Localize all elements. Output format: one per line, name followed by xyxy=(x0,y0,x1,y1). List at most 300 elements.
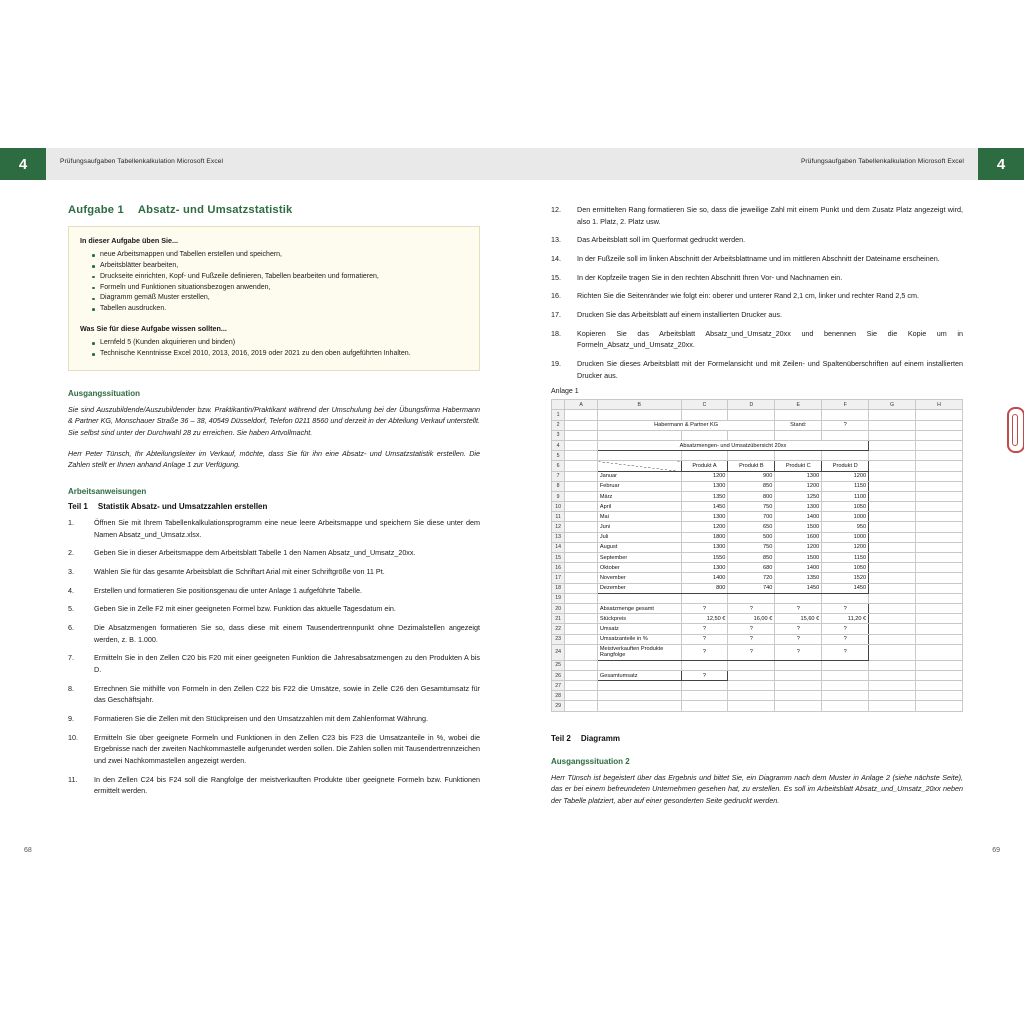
instruction-list-left xyxy=(68,517,480,797)
cell xyxy=(565,701,598,711)
cell xyxy=(775,660,822,670)
cell xyxy=(565,603,598,613)
row-header: 3 xyxy=(552,430,565,440)
info-box-title-2: Was Sie für diese Aufgabe wissen sollten... xyxy=(80,324,227,334)
table-row xyxy=(552,593,963,603)
cell xyxy=(916,542,963,552)
cell xyxy=(916,440,963,450)
cell-stand-value: ? xyxy=(822,420,869,430)
cell-value: 500 xyxy=(728,532,775,542)
book-spread xyxy=(0,148,1024,876)
step-text: Errechnen Sie mithilfe von Formeln in den Zellen C22 bis F22 die Umsätze, sowie in Zelle C26 den Gesamtumsatz für das Geschäftsjahr. xyxy=(94,683,480,705)
instruction-list-right xyxy=(551,204,963,381)
cell-value: 750 xyxy=(728,502,775,512)
cell-value: 1520 xyxy=(822,573,869,583)
column-header: B xyxy=(597,400,681,410)
cell xyxy=(681,410,728,420)
cell xyxy=(916,461,963,471)
cell xyxy=(916,430,963,440)
cell-summary-label: Umsatzanteile in % xyxy=(597,634,681,644)
situation-2-heading: Ausgangssituation 2 xyxy=(551,756,630,766)
cell-value: 680 xyxy=(728,563,775,573)
cell xyxy=(565,583,598,593)
step-text: Ermitteln Sie über geeignete Formeln und Funktionen in den Zellen C23 bis F23 die Umsatzanteile in %, wobei die Ergebnisse nach der zweiten Nachkommastelle aufgerundet werden sollen. Die Zahlen sollen mit Tausendertrennzeichen und zwei Nachkommastellen angezeigt werden. xyxy=(94,732,480,765)
cell xyxy=(916,624,963,634)
part-1-heading xyxy=(68,502,480,511)
cell xyxy=(916,603,963,613)
list-item xyxy=(68,622,480,645)
cell xyxy=(728,691,775,701)
list-item xyxy=(68,774,480,797)
cell xyxy=(565,681,598,691)
step-text: Den ermittelten Rang formatieren Sie so, dass die jeweilige Zahl mit einem Punkt und dem Zusatz Platz angezeigt wird, also 1. Platz, 2. Platz usw. xyxy=(577,205,963,226)
spreadsheet-figure xyxy=(551,399,963,711)
list-item xyxy=(68,517,480,540)
cell xyxy=(916,471,963,481)
cell-value: 650 xyxy=(728,522,775,532)
table-row xyxy=(552,614,963,624)
cell-value: ? xyxy=(822,634,869,644)
situation-paragraph-2: Herr Peter Tünsch, Ihr Abteilungsleiter im Verkauf, möchte, dass Sie für ihn eine Absatz- und Umsatzstatistik erstellen. Die Zahlen stellt er Ihnen anhand Anlage 1 zur Verfügung. xyxy=(68,448,480,470)
cell xyxy=(869,440,916,450)
cell-value: 1600 xyxy=(775,532,822,542)
page-number-left: 68 xyxy=(24,847,32,854)
cell-month: November xyxy=(597,573,681,583)
cell xyxy=(681,451,728,461)
left-page-column xyxy=(68,204,480,804)
cell xyxy=(916,681,963,691)
cell-value: ? xyxy=(681,644,728,660)
cell xyxy=(916,532,963,542)
column-header: C xyxy=(681,400,728,410)
right-page-column xyxy=(551,204,963,816)
cell-product-header: Produkt C xyxy=(775,461,822,471)
table-row xyxy=(552,603,963,613)
cell xyxy=(597,681,681,691)
cell xyxy=(916,563,963,573)
cell xyxy=(565,573,598,583)
column-header: E xyxy=(775,400,822,410)
row-header: 21 xyxy=(552,614,565,624)
list-item: Formeln und Funktionen situationsbezogen anwenden, xyxy=(92,283,468,294)
list-item xyxy=(68,585,480,597)
cell-value: 12,50 € xyxy=(681,614,728,624)
row-header: 18 xyxy=(552,583,565,593)
info-box-list-1 xyxy=(80,250,468,315)
step-number: 8. xyxy=(68,683,74,693)
table-row xyxy=(552,573,963,583)
row-header: 13 xyxy=(552,532,565,542)
running-title-right: Prüfungsaufgaben Tabellenkalkulation Microsoft Excel xyxy=(800,158,964,165)
cell xyxy=(775,410,822,420)
cell xyxy=(916,583,963,593)
cell-value: 1250 xyxy=(775,491,822,501)
cell-value: 1200 xyxy=(681,522,728,532)
table-row xyxy=(552,481,963,491)
cell xyxy=(565,532,598,542)
cell-value: 750 xyxy=(728,542,775,552)
cell-value: 720 xyxy=(728,573,775,583)
step-number: 1. xyxy=(68,518,74,528)
cell xyxy=(869,420,916,430)
row-header: 22 xyxy=(552,624,565,634)
cell-value: ? xyxy=(822,624,869,634)
row-header: 24 xyxy=(552,644,565,660)
step-number: 5. xyxy=(68,604,74,614)
cell xyxy=(565,420,598,430)
cell xyxy=(597,701,681,711)
step-text: Wählen Sie für das gesamte Arbeitsblatt die Schriftart Arial mit einer Schriftgröße von 11 Pt. xyxy=(94,567,385,576)
cell xyxy=(822,701,869,711)
table-row xyxy=(552,430,963,440)
list-item xyxy=(68,732,480,767)
cell xyxy=(597,593,681,603)
list-item xyxy=(68,547,480,559)
cell-summary-label: Umsatz xyxy=(597,624,681,634)
cell-value: 1350 xyxy=(775,573,822,583)
step-number: 13. xyxy=(551,235,561,245)
cell xyxy=(565,670,598,680)
cell xyxy=(916,593,963,603)
step-number: 19. xyxy=(551,358,561,368)
cell xyxy=(822,681,869,691)
cell-month: Juli xyxy=(597,532,681,542)
cell xyxy=(822,410,869,420)
table-row xyxy=(552,634,963,644)
cell xyxy=(916,701,963,711)
situation-paragraph-1: Sie sind Auszubildende/Auszubildender bzw. Praktikantin/Praktikant während der Umschulung bei der Übungsfirma Habermann & Partner KG, Monschauer Straße 36 – 38, 40549 Düsseldorf, Telefon 0211 8560 und derzeit in der Abteilung Verkauf unterstellt. Sie selbst sind unter der Durchwahl 28 zu erreichen. Sie haben Artvollmacht. xyxy=(68,404,480,438)
cell-value: 1200 xyxy=(822,542,869,552)
row-header: 14 xyxy=(552,542,565,552)
list-item: Druckseite einrichten, Kopf- und Fußzeile definieren, Tabellen bearbeiten und formatieren, xyxy=(92,272,468,283)
cell-value: 1350 xyxy=(681,491,728,501)
cell xyxy=(869,701,916,711)
cell xyxy=(597,691,681,701)
cell-value: 800 xyxy=(681,583,728,593)
cell-company-name: Habermann & Partner KG xyxy=(597,420,774,430)
cell-value: 1500 xyxy=(775,522,822,532)
cell-value: ? xyxy=(775,634,822,644)
cell xyxy=(822,691,869,701)
cell xyxy=(869,624,916,634)
row-header: 5 xyxy=(552,451,565,461)
cell xyxy=(822,660,869,670)
cell xyxy=(565,491,598,501)
cell-value: 1500 xyxy=(775,553,822,563)
cell xyxy=(728,410,775,420)
info-box xyxy=(68,226,480,371)
step-number: 15. xyxy=(551,272,561,282)
part-1-title: Statistik Absatz- und Umsatzzahlen erstellen xyxy=(97,502,268,512)
list-item: Tabellen ausdrucken. xyxy=(92,304,468,315)
cell xyxy=(565,410,598,420)
table-row xyxy=(552,691,963,701)
step-text: Geben Sie in Zelle F2 mit einer geeigneten Formel bzw. Funktion das aktuelle Tagesdatum ein. xyxy=(94,604,396,614)
row-header: 23 xyxy=(552,634,565,644)
cell-value: 1000 xyxy=(822,532,869,542)
page-title xyxy=(68,204,480,216)
cell-month: Februar xyxy=(597,481,681,491)
cell-stand-label: Stand: xyxy=(775,420,822,430)
cell-month: März xyxy=(597,491,681,501)
table-row xyxy=(552,542,963,552)
cell xyxy=(775,451,822,461)
step-number: 18. xyxy=(551,328,561,338)
cell xyxy=(565,440,598,450)
step-number: 16. xyxy=(551,291,561,301)
list-item xyxy=(551,272,963,284)
step-text: Erstellen und formatieren Sie positionsgenau die unter Anlage 1 aufgeführte Tabelle. xyxy=(94,585,362,595)
part-2-label: Teil 2 xyxy=(551,733,571,743)
cell-value: 1450 xyxy=(775,583,822,593)
cell xyxy=(565,593,598,603)
cell-value: ? xyxy=(775,644,822,660)
row-header: 16 xyxy=(552,563,565,573)
table-row xyxy=(552,681,963,691)
cell xyxy=(916,451,963,461)
list-item: Arbeitsblätter bearbeiten, xyxy=(92,261,468,272)
table-row xyxy=(552,563,963,573)
cell-value: 1400 xyxy=(681,573,728,583)
table-row xyxy=(552,624,963,634)
cell-value: 1450 xyxy=(681,502,728,512)
cell xyxy=(565,614,598,624)
column-header: A xyxy=(565,400,598,410)
cell xyxy=(728,660,775,670)
cell-month: September xyxy=(597,553,681,563)
table-row xyxy=(552,502,963,512)
instructions-heading: Arbeitsanweisungen xyxy=(68,487,147,497)
row-header: 19 xyxy=(552,593,565,603)
situation-heading: Ausgangssituation xyxy=(68,388,141,398)
cell xyxy=(681,660,728,670)
cell-value: 850 xyxy=(728,481,775,491)
cell xyxy=(916,512,963,522)
cell-value: 1450 xyxy=(822,583,869,593)
cell xyxy=(728,681,775,691)
cell xyxy=(869,634,916,644)
list-item xyxy=(551,309,963,321)
cell-month: Juni xyxy=(597,522,681,532)
cell xyxy=(916,644,963,660)
table-row xyxy=(552,644,963,660)
anlage-label: Anlage 1 xyxy=(551,388,579,396)
part-2-title: Diagramm xyxy=(580,733,620,743)
list-item xyxy=(551,328,963,351)
cell xyxy=(869,583,916,593)
cell xyxy=(565,502,598,512)
cell xyxy=(565,563,598,573)
cell xyxy=(565,553,598,563)
list-item: Diagramm gemäß Muster erstellen, xyxy=(92,293,468,304)
cell-value: ? xyxy=(728,603,775,613)
cell-value: 1050 xyxy=(822,563,869,573)
task-number: Aufgabe 1 xyxy=(68,204,124,216)
list-item xyxy=(551,358,963,381)
cell-value: 900 xyxy=(728,471,775,481)
cell-value: 11,20 € xyxy=(822,614,869,624)
cell xyxy=(869,491,916,501)
cell xyxy=(565,660,598,670)
cell xyxy=(869,573,916,583)
cell xyxy=(597,451,681,461)
cell xyxy=(869,691,916,701)
list-item xyxy=(551,204,963,227)
step-text: In der Kopfzeile tragen Sie in den rechten Abschnitt Ihren Vor- und Nachnamen ein. xyxy=(577,272,843,282)
cell-value: ? xyxy=(728,644,775,660)
step-text: In den Zellen C24 bis F24 soll die Rangfolge der meistverkauften Produkte über geeignete Formeln bzw. Funktionen ermittelt werden. xyxy=(94,774,480,796)
cell xyxy=(565,644,598,660)
cell xyxy=(822,593,869,603)
list-item xyxy=(551,290,963,302)
cell-summary-label: Meistverkauften Produkte Rangfolge xyxy=(597,644,681,660)
row-header: 8 xyxy=(552,481,565,491)
cell xyxy=(597,660,681,670)
cell-value: 1400 xyxy=(775,563,822,573)
table-row xyxy=(552,670,963,680)
cell-product-header: Produkt B xyxy=(728,461,775,471)
cell xyxy=(728,701,775,711)
table-row xyxy=(552,553,963,563)
row-header: 26 xyxy=(552,670,565,680)
cell-value: 740 xyxy=(728,583,775,593)
step-number: 10. xyxy=(68,732,78,742)
step-number: 3. xyxy=(68,567,74,576)
row-header: 6 xyxy=(552,461,565,471)
list-item xyxy=(68,683,480,706)
cell xyxy=(775,593,822,603)
cell-value: 1800 xyxy=(681,532,728,542)
row-header: 28 xyxy=(552,691,565,701)
cell xyxy=(565,624,598,634)
running-header xyxy=(0,148,1024,180)
cell-value: 1550 xyxy=(681,553,728,563)
cell xyxy=(916,634,963,644)
cell-value: ? xyxy=(775,624,822,634)
cell xyxy=(775,701,822,711)
table-row xyxy=(552,440,963,450)
cell xyxy=(869,681,916,691)
paperclip-icon xyxy=(1007,407,1024,453)
info-box-list-2 xyxy=(80,338,468,360)
cell-month: Oktober xyxy=(597,563,681,573)
cell xyxy=(565,461,598,471)
cell xyxy=(775,670,822,680)
cell-value: 1200 xyxy=(681,471,728,481)
column-header: D xyxy=(728,400,775,410)
cell xyxy=(728,430,775,440)
step-number: 4. xyxy=(68,585,74,595)
cell-value: ? xyxy=(728,624,775,634)
cell-value: 1300 xyxy=(681,563,728,573)
cell-value: 1300 xyxy=(775,502,822,512)
step-text: Drucken Sie dieses Arbeitsblatt mit der Formelansicht und mit Zeilen- und Spaltenüberschriften auf einem installierten Drucker aus. xyxy=(577,358,963,380)
cell xyxy=(681,593,728,603)
cell-value: 800 xyxy=(728,491,775,501)
cell xyxy=(597,430,681,440)
step-text: Drucken Sie das Arbeitsblatt auf einem installierten Drucker aus. xyxy=(577,309,782,319)
cell-value: ? xyxy=(681,624,728,634)
column-header: H xyxy=(916,400,963,410)
step-number: 6. xyxy=(68,622,74,632)
cell-product-header: Produkt A xyxy=(681,461,728,471)
cell xyxy=(565,542,598,552)
cell xyxy=(916,491,963,501)
cell xyxy=(869,502,916,512)
step-text: Geben Sie in dieser Arbeitsmappe dem Arbeitsblatt Tabelle 1 den Namen Absatz_und_Umsatz_20xx. xyxy=(94,548,416,558)
step-number: 7. xyxy=(68,653,74,663)
table-row xyxy=(552,701,963,711)
table-row xyxy=(552,471,963,481)
row-header: 12 xyxy=(552,522,565,532)
cell-value: ? xyxy=(822,644,869,660)
cell xyxy=(681,681,728,691)
cell xyxy=(728,593,775,603)
cell-value: 1300 xyxy=(775,471,822,481)
cell xyxy=(775,681,822,691)
cell-value: 1150 xyxy=(822,481,869,491)
cell-value: 1400 xyxy=(775,512,822,522)
row-header: 17 xyxy=(552,573,565,583)
cell xyxy=(565,634,598,644)
cell xyxy=(775,691,822,701)
info-box-title-1: In dieser Aufgabe üben Sie... xyxy=(80,236,178,245)
cell xyxy=(869,471,916,481)
cell xyxy=(597,410,681,420)
cell-product-header: Produkt D xyxy=(822,461,869,471)
cell xyxy=(869,512,916,522)
cell xyxy=(869,461,916,471)
cell xyxy=(869,670,916,680)
table-row xyxy=(552,400,963,410)
row-header: 9 xyxy=(552,491,565,501)
table-row xyxy=(552,451,963,461)
part-2-heading xyxy=(551,734,963,743)
cell xyxy=(822,430,869,440)
list-item xyxy=(551,253,963,265)
row-header: 7 xyxy=(552,471,565,481)
cell-value: ? xyxy=(822,603,869,613)
table-row xyxy=(552,420,963,430)
cell xyxy=(869,532,916,542)
cell-table-title: Absatzmengen- und Umsatzübersicht 20xx xyxy=(597,440,868,450)
chapter-tab-right: 4 xyxy=(978,148,1024,180)
step-text: Formatieren Sie die Zellen mit den Stückpreisen und den Umsatzzahlen mit dem Zahlenformat Währung. xyxy=(94,713,428,723)
cell xyxy=(916,502,963,512)
table-row xyxy=(552,461,963,471)
cell xyxy=(565,691,598,701)
cell xyxy=(565,451,598,461)
table-row xyxy=(552,410,963,420)
cell xyxy=(916,481,963,491)
row-header: 29 xyxy=(552,701,565,711)
list-item: Lernfeld 5 (Kunden akquirieren und binden) xyxy=(92,338,468,349)
cell xyxy=(728,670,775,680)
cell-value: 1200 xyxy=(775,542,822,552)
step-text: Richten Sie die Seitenränder wie folgt ein: oberer und unterer Rand 2,1 cm, linker und rechter Rand 2,5 cm. xyxy=(577,291,919,301)
cell xyxy=(916,573,963,583)
cell-value: 15,60 € xyxy=(775,614,822,624)
table-row xyxy=(552,522,963,532)
cell-value: 850 xyxy=(728,553,775,563)
cell xyxy=(869,430,916,440)
list-item xyxy=(68,603,480,615)
situation-2-paragraph: Herr Tünsch ist begeistert über das Ergebnis und bittet Sie, ein Diagramm nach dem Muster in Anlage 2 (siehe nächste Seite), das er bei einem befreundeten Unternehmen gesehen hat, zu erstellen. Es soll im Arbeitsblatt Absatz_und_Umsatz_20xx neben der Tabelle platziert, aber auf einer gesonderten Seite gedruckt werden. xyxy=(551,772,963,805)
cell xyxy=(681,430,728,440)
step-number: 12. xyxy=(551,205,561,214)
page-number-right: 69 xyxy=(992,847,1000,854)
cell xyxy=(822,670,869,680)
